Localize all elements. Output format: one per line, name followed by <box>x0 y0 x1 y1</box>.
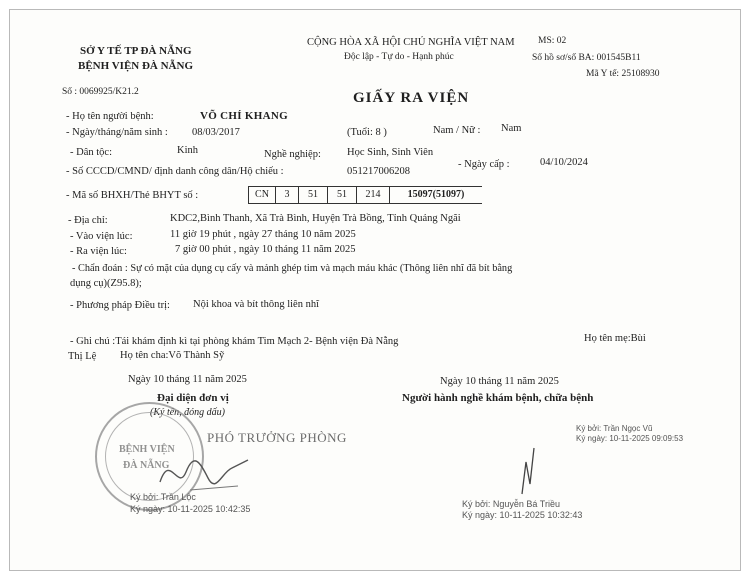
right-signer-small: Ký bởi: Trần Ngọc Vũ <box>576 424 653 433</box>
note-line: - Ghi chú :Tái khám định kì tại phòng khám Tim Mạch 2- Bệnh viện Đà Nẵng <box>70 336 399 347</box>
republic-title: CỘNG HÒA XÃ HỘI CHỦ NGHĨA VIỆT NAM <box>307 37 515 48</box>
stamp-role: PHÓ TRƯỞNG PHÒNG <box>207 430 347 445</box>
job-value: Học Sinh, Sinh Viên <box>347 147 434 158</box>
id-label: - Số CCCD/CMND/ định danh công dân/Hộ chiếu : <box>66 166 284 177</box>
job-label: Nghề nghiệp: <box>264 149 321 160</box>
treatment-label: - Phương pháp Điều trị: <box>70 300 170 311</box>
right-sign-role: Người hành nghề khám bệnh, chữa bệnh <box>402 392 594 404</box>
right-signed-small: Ký ngày: 10-11-2025 09:09:53 <box>576 434 684 443</box>
left-sign-note: (Ký tên, đóng dấu) <box>150 407 225 418</box>
document-title: GIẤY RA VIỆN <box>353 90 470 106</box>
issue-date-value: 04/10/2024 <box>540 157 588 168</box>
sex-label: Nam / Nữ : <box>433 125 481 136</box>
form-code: MS: 02 <box>538 36 567 46</box>
right-signed-at: Ký ngày: 10-11-2025 10:32:43 <box>462 510 583 520</box>
document-number: Số : 0069925/K21.2 <box>62 87 139 97</box>
discharge-paper <box>9 9 741 571</box>
bhyt-cell: CN <box>248 186 276 204</box>
discharge-label: - Ra viện lúc: <box>70 246 127 257</box>
bhyt-cell: 214 <box>357 186 390 204</box>
left-sign-role: Đại diện đơn vị <box>157 392 229 404</box>
dept-name: SỞ Y TẾ TP ĐÀ NẴNG <box>80 45 192 57</box>
medical-code: Mã Y tế: 25108930 <box>586 69 660 79</box>
bhyt-cell: 15097(51097) <box>390 186 482 204</box>
admit-label: - Vào viện lúc: <box>70 231 133 242</box>
age-value: (Tuổi: 8 ) <box>347 127 387 138</box>
address-label: - Địa chỉ: <box>68 215 108 226</box>
bhyt-cell: 51 <box>299 186 328 204</box>
father-name: Họ tên cha:Võ Thành Sỹ <box>120 350 225 361</box>
seal-text-bottom: ĐÀ NẴNG <box>123 460 170 471</box>
bhyt-number-box <box>248 186 482 204</box>
diagnosis-line-2: dụng cụ)(Z95.8); <box>70 278 142 289</box>
patient-name: VÕ CHÍ KHANG <box>200 110 288 122</box>
bhyt-cell: 3 <box>276 186 299 204</box>
dob-value: 08/03/2017 <box>192 127 240 138</box>
seal-text-top: BỆNH VIỆN <box>119 444 175 455</box>
right-signer: Ký bởi: Nguyễn Bá Triều <box>462 499 560 509</box>
ethnic-label: - Dân tộc: <box>70 147 112 158</box>
patient-name-label: - Họ tên người bệnh: <box>66 111 154 122</box>
dob-label: - Ngày/tháng/năm sinh : <box>66 127 168 138</box>
bhyt-cell: 51 <box>328 186 357 204</box>
issue-date-label: - Ngày cấp : <box>458 159 510 170</box>
bhyt-label: - Mã số BHXH/Thẻ BHYT số : <box>66 190 199 201</box>
sex-value: Nam <box>501 123 522 134</box>
motto: Độc lập - Tự do - Hạnh phúc <box>344 52 454 62</box>
right-sign-date: Ngày 10 tháng 11 năm 2025 <box>440 376 559 387</box>
treatment-value: Nội khoa và bít thông liên nhĩ <box>193 299 319 310</box>
address-value: KDC2,Bình Thanh, Xã Trà Bình, Huyện Trà Bồng, Tỉnh Quảng Ngãi <box>170 213 461 224</box>
mother-name: Họ tên mẹ:Bùi <box>584 333 646 344</box>
admit-value: 11 giờ 19 phút , ngày 27 tháng 10 năm 2025 <box>170 229 356 240</box>
right-signature-scribble <box>508 440 548 496</box>
id-value: 051217006208 <box>347 166 410 177</box>
left-signed-at: Ký ngày: 10-11-2025 10:42:35 <box>130 504 251 514</box>
mother-name-cont: Thị Lệ <box>68 351 97 362</box>
left-sign-date: Ngày 10 tháng 11 năm 2025 <box>128 374 247 385</box>
diagnosis-line-1: - Chẩn đoán : Sự có mặt của dụng cụ cấy và mảnh ghép tim và mạch máu khác (Thông liên nhĩ đã bít bằng <box>72 263 513 274</box>
left-signer: Ký bởi: Trần Lộc <box>130 492 196 502</box>
ethnic-value: Kinh <box>177 145 198 156</box>
record-number: Số hồ sơ/số BA: 001545B11 <box>532 53 641 63</box>
discharge-value: 7 giờ 00 phút , ngày 10 tháng 11 năm 2025 <box>175 244 356 255</box>
hospital-name: BỆNH VIỆN ĐÀ NẴNG <box>78 60 194 72</box>
